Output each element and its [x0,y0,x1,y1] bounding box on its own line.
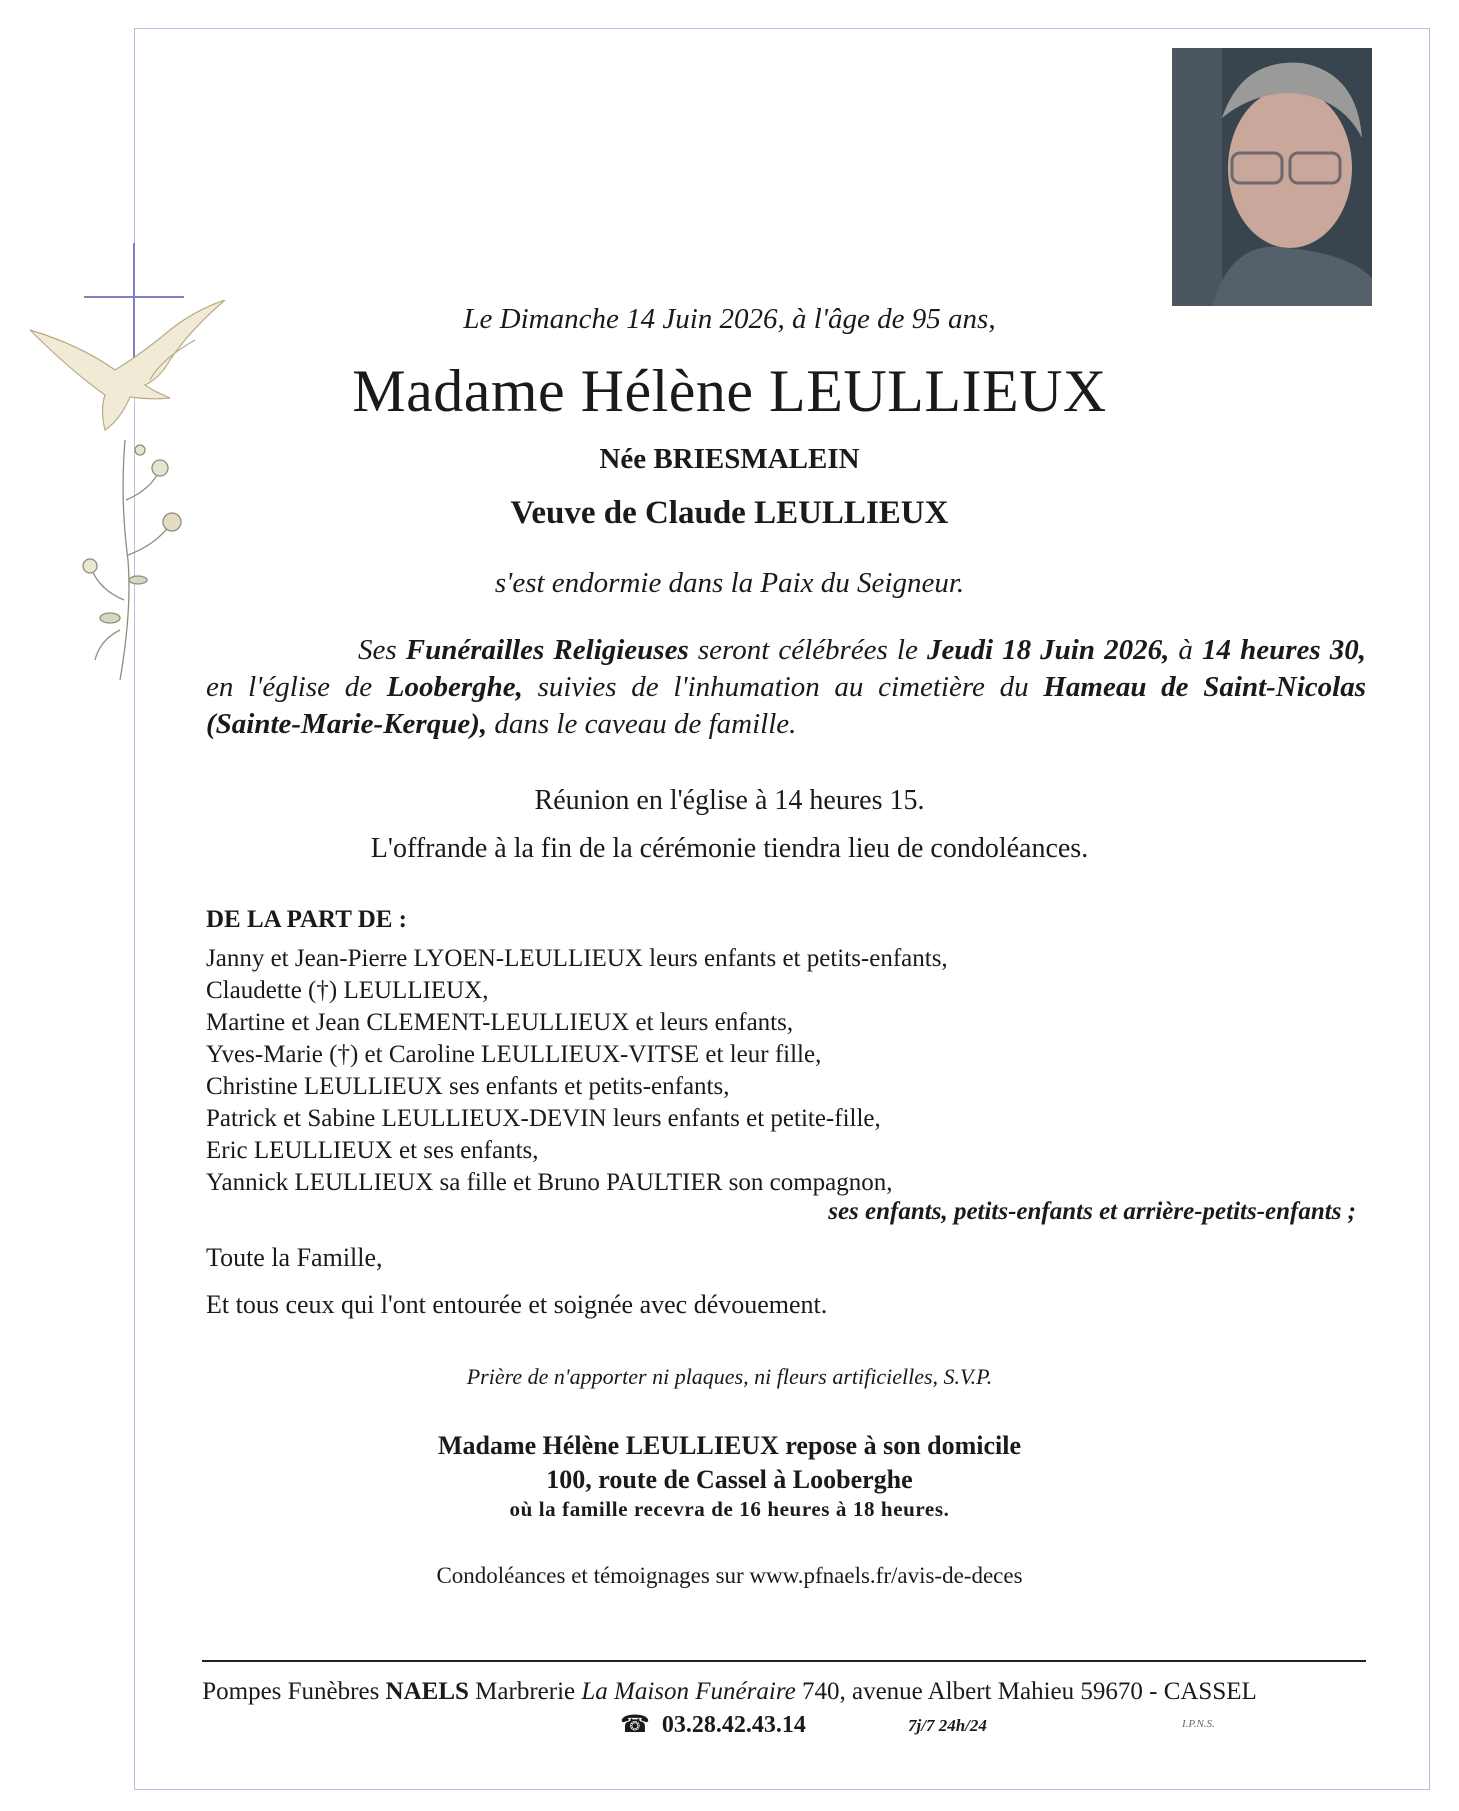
funeral-home-info [0,1678,1459,1706]
footer-address: 740, avenue Albert Mahieu 59670 - CASSEL [795,1678,1257,1705]
funeral-text-4: en l'église de [206,671,387,703]
family-summary: ses enfants, petits-enfants et arrière-petits-enfants ; [828,1198,1356,1225]
ipns-mark: I.P.N.S. [1182,1718,1215,1730]
availability: 7j/7 24h/24 [908,1716,987,1735]
portrait-image [1172,48,1372,306]
visiting-hours: où la famille recevra de 16 heures à 18 heures. [509,1497,950,1521]
funeral-text-2: seront célébrées le [688,634,927,666]
funeral-text-5: suivies de l'inhumation au cimetière du [522,671,1044,703]
family-line: Patrick et Sabine LEULLIEUX-DEVIN leurs enfants et petite-fille, [206,1105,881,1132]
funeral-paragraph [206,632,1366,743]
family-line: Yves-Marie (†) et Caroline LEULLIEUX-VITSE et leur fille, [206,1041,822,1068]
footer-maison: La Maison Funéraire [581,1678,796,1705]
peace-line: s'est endormie dans la Paix du Seigneur. [494,567,965,599]
family-line: Christine LEULLIEUX ses enfants et petits-enfants, [206,1073,730,1100]
deceased-name: Madame Hélène LEULLIEUX [352,358,1107,424]
flower-branch-icon [83,440,181,680]
family-line: Janny et Jean-Pierre LYOEN-LEULLIEUX leurs enfants et petits-enfants, [206,945,948,972]
death-date-line: Le Dimanche 14 Juin 2026, à l'âge de 95 ans, [463,303,996,335]
cross-bar [84,296,184,298]
footer-pf: Pompes Funèbres [202,1678,386,1705]
offrande-line: L'offrande à la fin de la cérémonie tiendra lieu de condoléances. [370,833,1089,864]
funeral-time: 14 heures 30, [1202,634,1366,666]
whole-family-line: Toute la Famille, [206,1243,383,1272]
home-address: 100, route de Cassel à Looberghe [546,1465,913,1494]
family-line: Martine et Jean CLEMENT-LEULLIEUX et leurs enfants, [206,1009,794,1036]
family-line: Claudette (†) LEULLIEUX, [206,977,489,1004]
phone-row [620,1710,806,1739]
footer-marbrerie: Marbrerie [468,1678,582,1705]
no-flowers-request: Prière de n'apporter ni plaques, ni fleurs artificielles, S.V.P. [466,1364,993,1389]
funeral-cemetery: Hameau de Saint-Nicolas (Sainte-Marie-Kerque), [206,671,1367,740]
family-line: Yannick LEULLIEUX sa fille et Bruno PAULTIER son compagnon, [206,1169,893,1196]
footer-brand: NAELS [385,1678,469,1705]
reunion-line: Réunion en l'église à 14 heures 15. [534,785,925,816]
family-section-title: DE LA PART DE : [206,906,408,933]
funeral-text-3: à [1169,634,1202,666]
funeral-text-6: dans le caveau de famille. [487,708,797,740]
caregivers-line: Et tous ceux qui l'ont entourée et soignée avec dévouement. [206,1290,828,1319]
portrait-photo [1172,48,1372,306]
telephone-icon: ☎ [620,1712,650,1738]
widow-of: Veuve de Claude LEULLIEUX [510,495,949,531]
family-list [206,943,948,1199]
funeral-text-1: Ses [358,634,406,666]
funeral-bold-1: Funérailles Religieuses [405,634,689,666]
maiden-name: Née BRIESMALEIN [599,443,860,475]
funeral-church: Looberghe, [386,671,523,703]
footer-divider [202,1660,1366,1662]
condolences-link[interactable]: Condoléances et témoignages sur www.pfnaels.fr/avis-de-deces [436,1563,1023,1588]
rests-at-home: Madame Hélène LEULLIEUX repose à son domicile [437,1431,1022,1460]
family-line: Eric LEULLIEUX et ses enfants, [206,1137,539,1164]
phone-number[interactable]: 03.28.42.43.14 [661,1712,806,1738]
funeral-date: Jeudi 18 Juin 2026, [926,634,1170,666]
